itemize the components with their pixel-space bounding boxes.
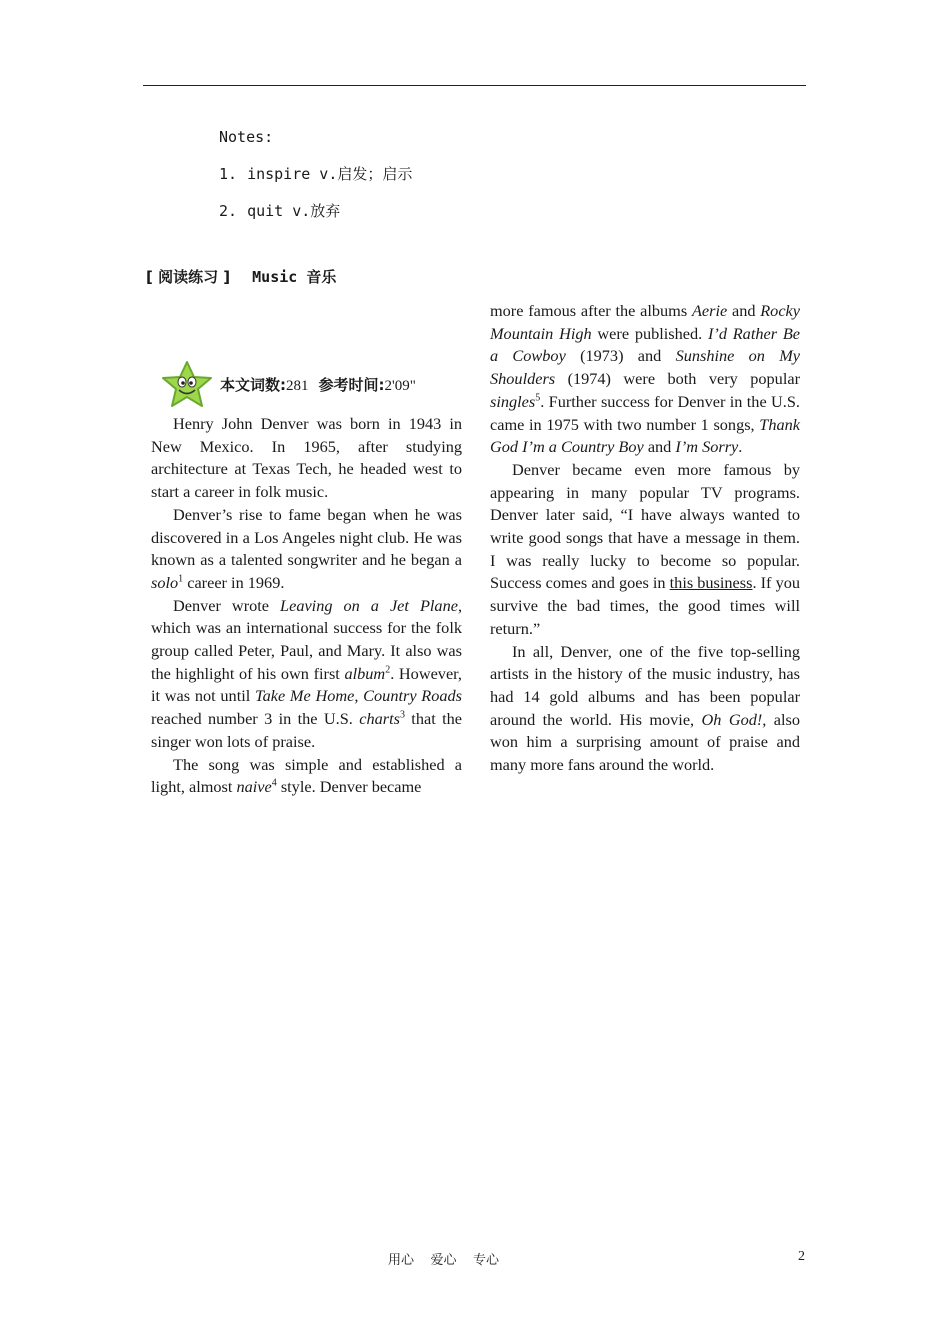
song-title: Sunshine on My Shoulders (490, 346, 800, 389)
header-rule (143, 85, 806, 86)
footnote-ref: 5 (535, 392, 541, 404)
word-count-label: 本文词数: (220, 376, 286, 394)
footnote-ref: 2 (385, 664, 391, 676)
note-item (219, 199, 412, 236)
note-text: quit v.放弃 (247, 202, 341, 220)
note-item (219, 162, 412, 199)
note-number: 1. (219, 165, 238, 183)
reading-time: 2'09" (384, 378, 416, 394)
section-label: [ 阅读练习 ] (146, 268, 231, 286)
underlined-phrase: this business (669, 573, 753, 593)
glossary-word: naive (236, 777, 272, 797)
section-heading (146, 266, 336, 287)
article-column-right (490, 300, 800, 777)
article-paragraph: Henry John Denver was born in 1943 in New Mexico. In 1965, after studying architecture at Texas Tech, he headed west to start a career in folk music. (151, 414, 462, 502)
notes-block (219, 125, 412, 236)
song-title: Thank God I’m a Country Boy (490, 414, 800, 457)
page-number: 2 (798, 1249, 805, 1264)
word-count: 281 (286, 378, 309, 394)
article-paragraph: Denver wrote Leaving on a Jet Plane, which was an international success for the folk group called Peter, Paul, and Mary. It also was the highlight of his own first album$^2$. However, it was not until Take Me Home, Country Roads reached number 3 in the U.S. charts$^3$ that the singer won lots of praise. (151, 595, 463, 751)
section-title: Music 音乐 (252, 268, 337, 286)
smiling-star-icon (160, 360, 214, 408)
album-title: Aerie (691, 301, 728, 320)
glossary-word: singles (490, 391, 536, 411)
song-title: I’d Rather Be a Cowboy (490, 323, 800, 366)
glossary-word: charts (359, 709, 400, 729)
glossary-word: solo (151, 572, 179, 592)
article-paragraph: Denver’s rise to fame began when he was discovered in a Los Angeles night club. He was known as a talented songwriter and he began a solo$^1$ career in 1969. (151, 504, 462, 592)
glossary-word: album (344, 663, 386, 683)
note-text: inspire v.启发；启示 (247, 165, 413, 183)
article-paragraph: In all, Denver, one of the five top-selling artists in the history of the music industry, has had 14 gold albums and has been popular around the world. His movie, Oh God!, also won him a surprising amount of praise and many more fans around the world. (490, 641, 800, 775)
reading-stats (160, 360, 470, 408)
song-title: Take Me Home, Country Roads (255, 686, 462, 706)
note-number: 2. (219, 202, 238, 220)
article-paragraph: more famous after the albums Aerie and Rocky Mountain High were published. I’d Rather Be a Cowboy (1973) and Sunshine on My Shoulders (1974) were both very popular singles$^5$. Further success for Denver in the U.S. came in 1975 with two number 1 songs, Thank God I’m a Country Boy and I’m Sorry. (490, 301, 800, 457)
album-title: Rocky Mountain High (490, 301, 800, 343)
movie-title: Oh God! (701, 709, 763, 729)
article-paragraph: Denver became even more famous by appearing in many popular TV programs. Denver later said, “I have always wanted to write good songs that have a message in them. I was really lucky to become so popular. Success comes and goes in this business. If you survive the bad times, the good times will return.” (490, 459, 800, 638)
song-title: I’m Sorry (675, 437, 739, 457)
article-column-left (151, 413, 462, 799)
footnote-ref: 3 (399, 709, 405, 721)
footnote-ref: 1 (178, 573, 184, 585)
stats-text (220, 374, 426, 395)
time-label: 参考时间: (318, 376, 385, 394)
footer-motto: 用心 爱心 专心 (388, 1253, 500, 1268)
notes-title: Notes: (219, 128, 274, 146)
song-title: Leaving on a Jet Plane (280, 595, 458, 615)
footnote-ref: 4 (271, 777, 277, 789)
article-paragraph: The song was simple and established a light, almost naive$^4$ style. Denver became (151, 754, 462, 797)
